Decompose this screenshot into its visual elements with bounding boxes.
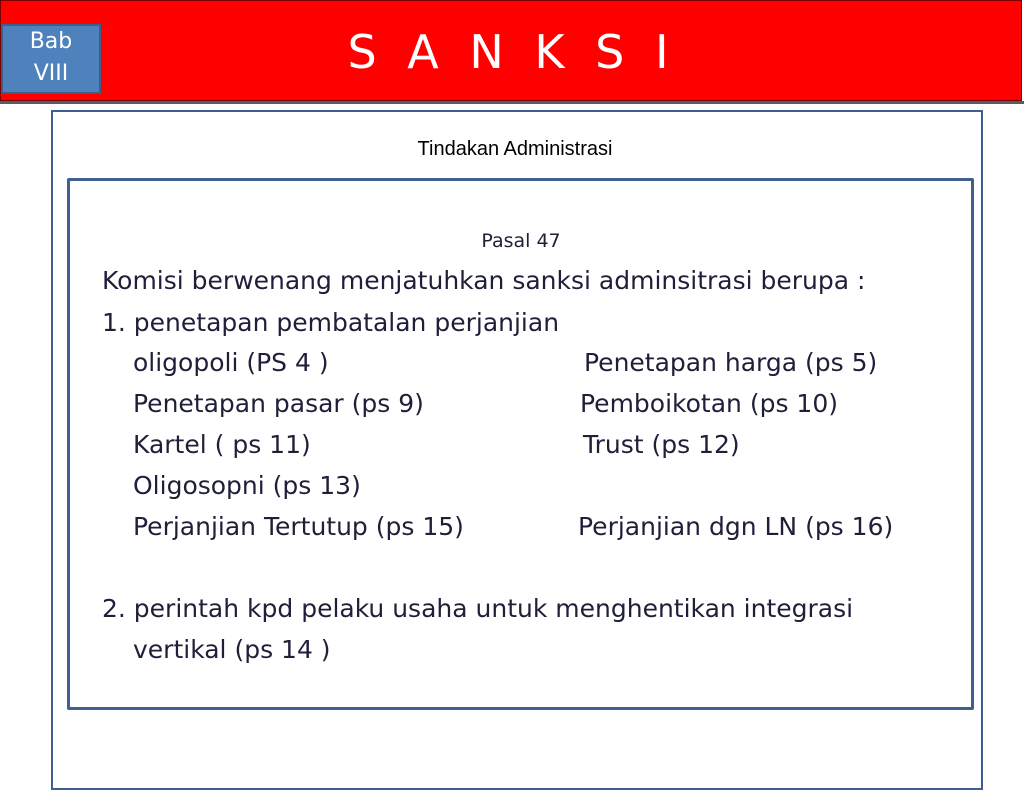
slide-title: S A N K S I	[347, 25, 677, 79]
sanction-item: oligopoli (PS 4 )	[133, 348, 329, 377]
list-item-1: 1. penetapan pembatalan perjanjian	[102, 308, 560, 337]
sanction-item: Penetapan pasar (ps 9)	[133, 389, 424, 418]
badge-line-1: Bab	[29, 29, 73, 54]
chapter-badge	[1, 24, 101, 94]
list-item-2: 2. perintah kpd pelaku usaha untuk menghentikan integrasi	[102, 594, 854, 623]
sanction-item: Kartel ( ps 11)	[133, 430, 311, 459]
list-item-2-continued: vertikal (ps 14 )	[133, 635, 331, 664]
pasal-heading: Pasal 47	[481, 230, 561, 252]
intro-text: Komisi berwenang menjatuhkan sanksi adminsitrasi berupa :	[102, 266, 866, 295]
sanction-item: Perjanjian Tertutup (ps 15)	[133, 512, 464, 541]
sanction-item: Penetapan harga (ps 5)	[584, 348, 878, 377]
sanction-item: Perjanjian dgn LN (ps 16)	[578, 512, 894, 541]
sanction-item: Trust (ps 12)	[583, 430, 740, 459]
sanction-item: Oligosopni (ps 13)	[133, 471, 361, 500]
section-subtitle: Tindakan Administrasi	[417, 138, 613, 160]
sanction-item: Pemboikotan (ps 10)	[580, 389, 838, 418]
badge-line-2: VIII	[33, 61, 69, 86]
header-divider	[0, 101, 1024, 104]
